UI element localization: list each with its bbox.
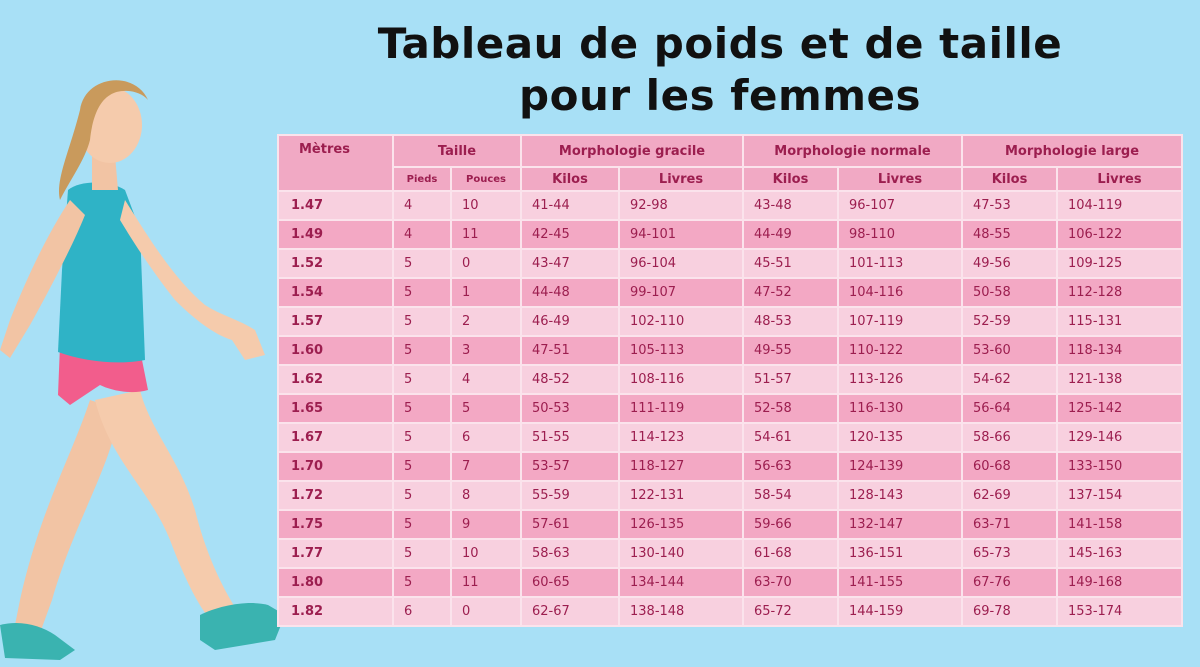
cell-metres: 1.70: [278, 452, 393, 481]
cell-normale-livres: 132-147: [838, 510, 962, 539]
cell-large-kilos: 69-78: [962, 597, 1057, 626]
subheader-kilos: Kilos: [962, 167, 1057, 191]
cell-gracile-livres: 102-110: [619, 307, 743, 336]
cell-normale-livres: 101-113: [838, 249, 962, 278]
cell-large-livres: 149-168: [1057, 568, 1182, 597]
cell-pouces: 9: [451, 510, 521, 539]
cell-normale-kilos: 47-52: [743, 278, 838, 307]
table-row: [278, 365, 1182, 394]
subheader-pieds: Pieds: [393, 167, 451, 191]
cell-pieds: 5: [393, 539, 451, 568]
cell-large-kilos: 63-71: [962, 510, 1057, 539]
cell-normale-livres: 98-110: [838, 220, 962, 249]
cell-normale-livres: 128-143: [838, 481, 962, 510]
cell-large-kilos: 52-59: [962, 307, 1057, 336]
cell-large-livres: 145-163: [1057, 539, 1182, 568]
cell-gracile-kilos: 48-52: [521, 365, 619, 394]
table-row: [278, 191, 1182, 220]
table-row: [278, 394, 1182, 423]
cell-pieds: 5: [393, 394, 451, 423]
table-row: [278, 249, 1182, 278]
cell-large-livres: 106-122: [1057, 220, 1182, 249]
cell-large-livres: 115-131: [1057, 307, 1182, 336]
cell-gracile-livres: 126-135: [619, 510, 743, 539]
cell-normale-kilos: 63-70: [743, 568, 838, 597]
cell-large-kilos: 65-73: [962, 539, 1057, 568]
subheader-kilos: Kilos: [521, 167, 619, 191]
cell-gracile-livres: 92-98: [619, 191, 743, 220]
cell-large-kilos: 62-69: [962, 481, 1057, 510]
cell-large-kilos: 67-76: [962, 568, 1057, 597]
cell-large-livres: 104-119: [1057, 191, 1182, 220]
table-row: [278, 597, 1182, 626]
cell-pieds: 6: [393, 597, 451, 626]
cell-large-kilos: 58-66: [962, 423, 1057, 452]
table-row: [278, 568, 1182, 597]
cell-gracile-livres: 94-101: [619, 220, 743, 249]
cell-metres: 1.47: [278, 191, 393, 220]
cell-metres: 1.54: [278, 278, 393, 307]
cell-pieds: 4: [393, 191, 451, 220]
cell-large-kilos: 54-62: [962, 365, 1057, 394]
cell-normale-kilos: 44-49: [743, 220, 838, 249]
subheader-livres: Livres: [1057, 167, 1182, 191]
table-row: [278, 423, 1182, 452]
cell-pouces: 7: [451, 452, 521, 481]
cell-normale-kilos: 61-68: [743, 539, 838, 568]
cell-pieds: 5: [393, 249, 451, 278]
cell-gracile-kilos: 53-57: [521, 452, 619, 481]
cell-metres: 1.67: [278, 423, 393, 452]
cell-large-kilos: 56-64: [962, 394, 1057, 423]
cell-gracile-livres: 134-144: [619, 568, 743, 597]
header-normale: Morphologie normale: [743, 135, 962, 167]
cell-normale-livres: 107-119: [838, 307, 962, 336]
cell-large-kilos: 48-55: [962, 220, 1057, 249]
table-row: [278, 220, 1182, 249]
cell-gracile-livres: 138-148: [619, 597, 743, 626]
subheader-livres: Livres: [619, 167, 743, 191]
cell-gracile-kilos: 55-59: [521, 481, 619, 510]
cell-pouces: 3: [451, 336, 521, 365]
cell-gracile-livres: 118-127: [619, 452, 743, 481]
cell-normale-kilos: 49-55: [743, 336, 838, 365]
cell-pouces: 10: [451, 539, 521, 568]
cell-pieds: 5: [393, 336, 451, 365]
cell-metres: 1.75: [278, 510, 393, 539]
cell-normale-livres: 110-122: [838, 336, 962, 365]
cell-normale-livres: 96-107: [838, 191, 962, 220]
cell-metres: 1.65: [278, 394, 393, 423]
table-row: [278, 481, 1182, 510]
cell-gracile-livres: 96-104: [619, 249, 743, 278]
cell-pieds: 5: [393, 278, 451, 307]
cell-normale-kilos: 58-54: [743, 481, 838, 510]
header-metres: Mètres: [278, 135, 393, 191]
cell-normale-kilos: 52-58: [743, 394, 838, 423]
header-large: Morphologie large: [962, 135, 1182, 167]
cell-large-livres: 112-128: [1057, 278, 1182, 307]
cell-gracile-kilos: 47-51: [521, 336, 619, 365]
cell-normale-livres: 124-139: [838, 452, 962, 481]
cell-gracile-livres: 130-140: [619, 539, 743, 568]
cell-pouces: 2: [451, 307, 521, 336]
weight-height-table: [277, 134, 1181, 626]
cell-gracile-kilos: 58-63: [521, 539, 619, 568]
cell-metres: 1.49: [278, 220, 393, 249]
cell-gracile-kilos: 57-61: [521, 510, 619, 539]
cell-gracile-kilos: 44-48: [521, 278, 619, 307]
cell-pouces: 0: [451, 249, 521, 278]
cell-metres: 1.77: [278, 539, 393, 568]
cell-metres: 1.60: [278, 336, 393, 365]
cell-pouces: 0: [451, 597, 521, 626]
cell-pieds: 5: [393, 365, 451, 394]
cell-normale-kilos: 54-61: [743, 423, 838, 452]
cell-metres: 1.57: [278, 307, 393, 336]
table-row: [278, 510, 1182, 539]
cell-gracile-livres: 122-131: [619, 481, 743, 510]
cell-gracile-livres: 111-119: [619, 394, 743, 423]
title-line-1: Tableau de poids et de taille: [377, 19, 1063, 68]
cell-gracile-kilos: 51-55: [521, 423, 619, 452]
header-gracile: Morphologie gracile: [521, 135, 743, 167]
cell-large-kilos: 49-56: [962, 249, 1057, 278]
cell-metres: 1.52: [278, 249, 393, 278]
cell-metres: 1.62: [278, 365, 393, 394]
cell-normale-livres: 136-151: [838, 539, 962, 568]
header-taille: Taille: [393, 135, 521, 167]
cell-large-kilos: 53-60: [962, 336, 1057, 365]
cell-normale-livres: 113-126: [838, 365, 962, 394]
cell-gracile-livres: 108-116: [619, 365, 743, 394]
cell-normale-livres: 141-155: [838, 568, 962, 597]
cell-pieds: 5: [393, 568, 451, 597]
cell-pieds: 5: [393, 307, 451, 336]
cell-gracile-kilos: 46-49: [521, 307, 619, 336]
cell-gracile-kilos: 62-67: [521, 597, 619, 626]
cell-normale-livres: 144-159: [838, 597, 962, 626]
cell-normale-livres: 104-116: [838, 278, 962, 307]
cell-gracile-livres: 105-113: [619, 336, 743, 365]
cell-normale-livres: 120-135: [838, 423, 962, 452]
cell-gracile-livres: 99-107: [619, 278, 743, 307]
cell-metres: 1.82: [278, 597, 393, 626]
page-title: [330, 18, 1110, 122]
cell-normale-kilos: 45-51: [743, 249, 838, 278]
cell-normale-livres: 116-130: [838, 394, 962, 423]
cell-normale-kilos: 51-57: [743, 365, 838, 394]
cell-normale-kilos: 56-63: [743, 452, 838, 481]
cell-normale-kilos: 43-48: [743, 191, 838, 220]
cell-large-livres: 141-158: [1057, 510, 1182, 539]
cell-metres: 1.80: [278, 568, 393, 597]
cell-pieds: 5: [393, 423, 451, 452]
cell-pouces: 4: [451, 365, 521, 394]
table-row: [278, 307, 1182, 336]
cell-pouces: 11: [451, 568, 521, 597]
cell-large-livres: 133-150: [1057, 452, 1182, 481]
cell-large-livres: 153-174: [1057, 597, 1182, 626]
cell-pouces: 11: [451, 220, 521, 249]
cell-large-livres: 109-125: [1057, 249, 1182, 278]
table-row: [278, 539, 1182, 568]
subheader-livres: Livres: [838, 167, 962, 191]
cell-gracile-kilos: 50-53: [521, 394, 619, 423]
cell-pouces: 6: [451, 423, 521, 452]
cell-gracile-livres: 114-123: [619, 423, 743, 452]
cell-gracile-kilos: 42-45: [521, 220, 619, 249]
cell-large-livres: 129-146: [1057, 423, 1182, 452]
cell-pieds: 5: [393, 510, 451, 539]
title-line-2: pour les femmes: [519, 71, 921, 120]
cell-gracile-kilos: 41-44: [521, 191, 619, 220]
cell-pieds: 5: [393, 452, 451, 481]
table-row: [278, 336, 1182, 365]
table: [277, 134, 1183, 627]
cell-large-livres: 137-154: [1057, 481, 1182, 510]
table-row: [278, 452, 1182, 481]
cell-large-livres: 121-138: [1057, 365, 1182, 394]
cell-gracile-kilos: 60-65: [521, 568, 619, 597]
cell-pouces: 5: [451, 394, 521, 423]
cell-large-kilos: 50-58: [962, 278, 1057, 307]
subheader-kilos: Kilos: [743, 167, 838, 191]
cell-large-livres: 118-134: [1057, 336, 1182, 365]
cell-normale-kilos: 59-66: [743, 510, 838, 539]
cell-pouces: 8: [451, 481, 521, 510]
cell-gracile-kilos: 43-47: [521, 249, 619, 278]
cell-large-livres: 125-142: [1057, 394, 1182, 423]
cell-pouces: 1: [451, 278, 521, 307]
cell-normale-kilos: 48-53: [743, 307, 838, 336]
cell-metres: 1.72: [278, 481, 393, 510]
cell-large-kilos: 60-68: [962, 452, 1057, 481]
cell-pieds: 5: [393, 481, 451, 510]
cell-large-kilos: 47-53: [962, 191, 1057, 220]
walking-woman-illustration: [0, 40, 300, 667]
cell-normale-kilos: 65-72: [743, 597, 838, 626]
subheader-pouces: Pouces: [451, 167, 521, 191]
table-row: [278, 278, 1182, 307]
cell-pieds: 4: [393, 220, 451, 249]
cell-pouces: 10: [451, 191, 521, 220]
